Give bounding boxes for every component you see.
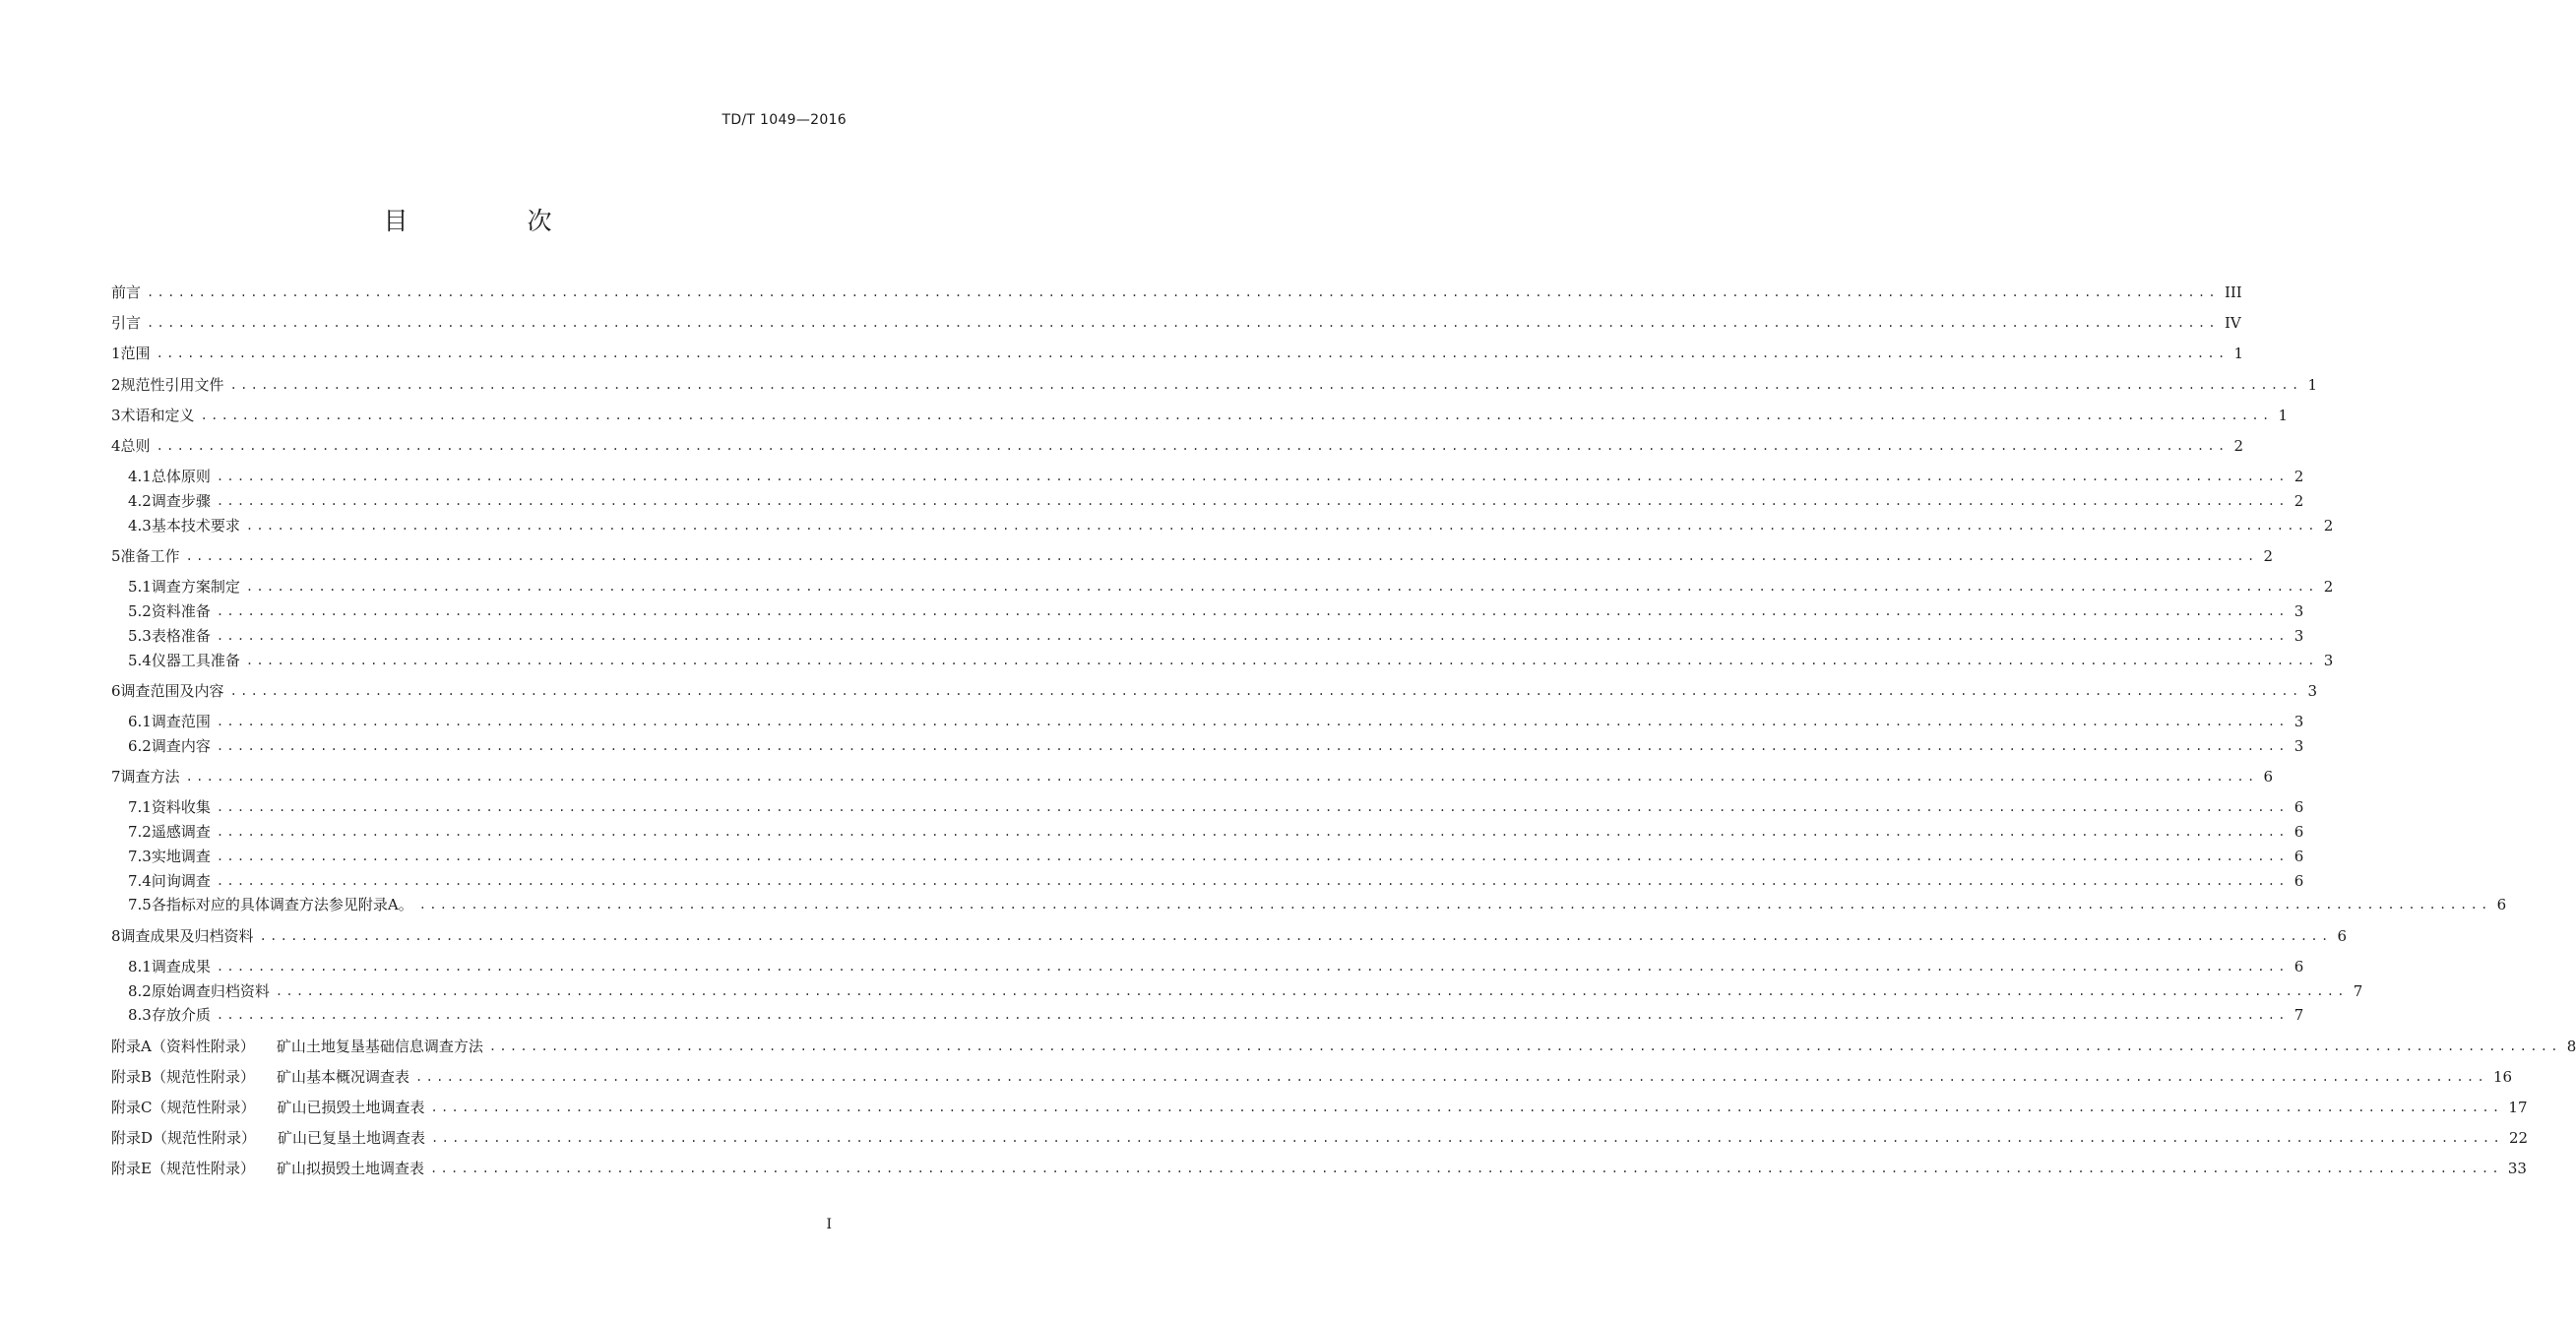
- toc-page-number: 2: [2293, 468, 2304, 486]
- toc-entry-title: 问询调查: [151, 871, 211, 890]
- toc-entry-title: 仪器工具准备: [151, 651, 240, 669]
- toc-entry[interactable]: [111, 680, 2318, 702]
- toc-page-number: 2: [2263, 547, 2274, 565]
- toc-page-number: 3: [2293, 602, 2304, 620]
- toc-entry[interactable]: [111, 490, 2304, 512]
- toc-dot-leader: ........................................................................................................................................................................................................: [185, 770, 2258, 784]
- toc-dot-leader: ........................................................................................................................................................................................................: [431, 1131, 2503, 1146]
- toc-entry[interactable]: [111, 466, 2304, 487]
- standard-code: TD/T 1049—2016: [722, 112, 847, 128]
- toc-dot-leader: ........................................................................................................................................................................................................: [418, 898, 2491, 913]
- toc-entry[interactable]: [111, 312, 2241, 334]
- toc-entry[interactable]: [111, 1036, 2576, 1057]
- toc-page-number: 6: [2293, 823, 2304, 841]
- toc-entry[interactable]: [111, 625, 2304, 647]
- toc-entry-title: 总体原则: [151, 468, 211, 486]
- toc-entry[interactable]: [111, 515, 2334, 536]
- toc-page-number: 2: [2233, 437, 2244, 455]
- toc-entry-number: 4.2: [128, 492, 152, 510]
- toc-page-number: 3: [2323, 651, 2334, 669]
- toc-page-number: 1: [2233, 345, 2244, 363]
- toc-entry-title: 调查步骤: [151, 492, 211, 510]
- toc-page-number: 17: [2508, 1099, 2528, 1116]
- toc-dot-leader: ........................................................................................................................................................................................................: [216, 494, 2289, 508]
- toc-dot-leader: ........................................................................................................................................................................................................: [216, 825, 2289, 839]
- toc-dot-leader: ........................................................................................................................................................................................................: [185, 549, 2258, 563]
- toc-entry-title: 调查范围及内容: [120, 681, 224, 700]
- toc-page-number: 6: [2293, 798, 2304, 817]
- toc-entry-title: 矿山已复垦土地调查表: [278, 1129, 426, 1148]
- toc-entry[interactable]: [111, 405, 2289, 426]
- toc-entry[interactable]: [111, 846, 2304, 867]
- toc-appendix-label: 附录B（规范性附录）: [111, 1067, 256, 1086]
- toc-entry-number: 3: [111, 406, 121, 424]
- toc-entry[interactable]: [111, 576, 2334, 598]
- toc-entry[interactable]: [111, 1004, 2304, 1026]
- toc-page-number: 3: [2293, 736, 2304, 755]
- toc-entry-title: 原始调查归档资料: [151, 981, 270, 1000]
- toc-entry-number: 5: [111, 547, 121, 565]
- toc-entry-number: 1: [111, 345, 121, 363]
- toc-entry-number: 5.2: [128, 602, 152, 620]
- toc-entry-title: 范围: [120, 345, 151, 363]
- toc-entry-title: 矿山已损毁土地调查表: [277, 1099, 425, 1116]
- toc-title: 目 次: [383, 207, 599, 235]
- toc-entry[interactable]: [111, 1158, 2527, 1179]
- toc-page-number: 7: [2293, 1006, 2304, 1025]
- toc-page-number: 8: [2566, 1037, 2576, 1055]
- toc-entry-title: 引言: [111, 314, 142, 333]
- toc-dot-leader: ........................................................................................................................................................................................................: [275, 983, 2348, 998]
- toc-entry-number: 5.3: [128, 626, 152, 645]
- toc-entry-number: 6: [111, 681, 121, 700]
- toc-entry-title: 资料收集: [151, 798, 211, 817]
- toc-page-number: III: [2224, 283, 2242, 301]
- toc-page-number: 2: [2323, 578, 2334, 597]
- toc-entry-title: 实地调查: [151, 847, 211, 865]
- toc-dot-leader: ........................................................................................................................................................................................................: [147, 285, 2219, 299]
- toc-entry[interactable]: [111, 343, 2244, 364]
- toc-dot-leader: ........................................................................................................................................................................................................: [216, 628, 2289, 643]
- toc-entry-title: 各指标对应的具体调查方法参见附录A。: [151, 896, 413, 914]
- toc-appendix-label: 附录C（规范性附录）: [111, 1099, 256, 1116]
- toc-entry-title: 矿山土地复垦基础信息调查方法: [276, 1037, 483, 1055]
- toc-entry[interactable]: [111, 1097, 2528, 1118]
- toc-page-number: 22: [2508, 1129, 2529, 1148]
- toc-entry-title: 调查成果及归档资料: [120, 926, 254, 945]
- toc-entry[interactable]: [111, 650, 2334, 671]
- toc-entry-title: 资料准备: [151, 602, 211, 620]
- toc-dot-leader: ........................................................................................................................................................................................................: [488, 1039, 2561, 1053]
- toc-entry[interactable]: [111, 796, 2304, 818]
- toc-dot-leader: ........................................................................................................................................................................................................: [429, 1162, 2502, 1176]
- toc-dot-leader: ........................................................................................................................................................................................................: [216, 604, 2289, 618]
- toc-dot-leader: ........................................................................................................................................................................................................: [229, 377, 2302, 392]
- toc-dot-leader: ........................................................................................................................................................................................................: [216, 1008, 2289, 1023]
- toc-dot-leader: ........................................................................................................................................................................................................: [245, 653, 2318, 667]
- toc-entry[interactable]: [111, 435, 2244, 457]
- toc-dot-leader: ........................................................................................................................................................................................................: [259, 928, 2332, 943]
- toc-dot-leader: ........................................................................................................................................................................................................: [216, 470, 2289, 484]
- toc-page-number: 3: [2293, 713, 2304, 730]
- toc-entry-number: 5.1: [128, 578, 152, 597]
- toc-dot-leader: ........................................................................................................................................................................................................: [430, 1101, 2503, 1114]
- toc-entry[interactable]: [111, 282, 2242, 303]
- toc-entry[interactable]: [111, 374, 2318, 396]
- toc-entry[interactable]: [111, 1066, 2513, 1088]
- toc-entry[interactable]: [111, 1127, 2529, 1149]
- toc-entry[interactable]: [111, 735, 2304, 757]
- toc-entry-title: 规范性引用文件: [120, 375, 224, 394]
- toc-entry-title: 调查范围: [151, 713, 211, 730]
- toc-entry-title: 基本技术要求: [151, 516, 240, 535]
- toc-entry-number: 7.3: [128, 847, 152, 865]
- page-number: I: [826, 1217, 832, 1232]
- toc-page-number: 33: [2507, 1160, 2527, 1178]
- toc-entry-title: 调查方案制定: [151, 578, 240, 597]
- toc-entry-number: 6.2: [128, 736, 152, 755]
- toc-entry-number: 7.5: [128, 896, 152, 914]
- toc-page-number: 6: [2293, 957, 2304, 976]
- toc-entry-number: 8.2: [128, 981, 152, 1000]
- toc-page-number: IV: [2224, 314, 2241, 333]
- toc-dot-leader: ........................................................................................................................................................................................................: [245, 518, 2318, 533]
- toc-entry-title: 前言: [111, 283, 142, 301]
- toc-entry[interactable]: [111, 711, 2304, 732]
- toc-page-number: 3: [2307, 681, 2318, 700]
- toc-page-number: 6: [2263, 768, 2274, 786]
- toc-dot-leader: ........................................................................................................................................................................................................: [216, 873, 2289, 888]
- toc-page-number: 6: [2293, 847, 2304, 865]
- toc-entry[interactable]: [111, 870, 2304, 892]
- toc-entry-number: 2: [111, 375, 121, 394]
- toc-page-number: 6: [2496, 896, 2507, 914]
- toc-entry-title: 矿山拟损毁土地调查表: [276, 1160, 424, 1178]
- toc-entry-title: 存放介质: [151, 1006, 211, 1025]
- toc-entry-number: 4.1: [128, 468, 152, 486]
- toc-dot-leader: ........................................................................................................................................................................................................: [156, 346, 2229, 361]
- toc-dot-leader: ........................................................................................................................................................................................................: [229, 683, 2302, 698]
- toc-dot-leader: ........................................................................................................................................................................................................: [156, 439, 2229, 453]
- toc-entry-number: 7.1: [128, 798, 152, 817]
- toc-page-number: 7: [2353, 981, 2363, 1000]
- toc-entry[interactable]: [111, 956, 2304, 977]
- toc-entry-number: 4: [111, 437, 121, 455]
- toc-dot-leader: ........................................................................................................................................................................................................: [216, 959, 2289, 974]
- toc-entry-number: 8.3: [128, 1006, 152, 1025]
- toc-entry-title: 表格准备: [151, 626, 211, 645]
- toc-entry[interactable]: [111, 894, 2507, 915]
- toc-entry-number: 4.3: [128, 516, 152, 535]
- toc-page-number: 1: [2307, 375, 2318, 394]
- toc-page-number: 6: [2337, 926, 2348, 945]
- toc-appendix-label: 附录E（规范性附录）: [111, 1160, 255, 1178]
- toc-entry-number: 8: [111, 926, 121, 945]
- toc-dot-leader: ........................................................................................................................................................................................................: [216, 738, 2289, 753]
- toc-entry[interactable]: [111, 821, 2304, 843]
- toc-entry-number: 8.1: [128, 957, 152, 976]
- toc-page-number: 16: [2492, 1067, 2513, 1086]
- toc-entry[interactable]: [111, 545, 2274, 567]
- toc-entry-title: 准备工作: [120, 547, 180, 565]
- toc-dot-leader: ........................................................................................................................................................................................................: [200, 408, 2273, 422]
- toc-page-number: 2: [2323, 516, 2334, 535]
- toc-entry-number: 7: [111, 768, 121, 786]
- toc-entry[interactable]: [111, 925, 2348, 947]
- toc-dot-leader: ........................................................................................................................................................................................................: [216, 800, 2289, 815]
- toc-dot-leader: ........................................................................................................................................................................................................: [415, 1069, 2487, 1084]
- toc-entry-title: 矿山基本概况调查表: [277, 1067, 410, 1086]
- toc-page-number: 2: [2293, 492, 2304, 510]
- toc-dot-leader: ........................................................................................................................................................................................................: [147, 316, 2219, 331]
- toc-page-number: 3: [2293, 626, 2304, 645]
- toc-entry-title: 术语和定义: [120, 406, 195, 424]
- toc-entry[interactable]: [111, 600, 2304, 622]
- toc-entry-number: 7.2: [128, 823, 152, 841]
- toc-entry-number: 7.4: [128, 871, 152, 890]
- toc-dot-leader: ........................................................................................................................................................................................................: [245, 580, 2318, 595]
- toc-dot-leader: ........................................................................................................................................................................................................: [216, 715, 2289, 728]
- toc-entry-number: 5.4: [128, 651, 152, 669]
- toc-entry-title: 调查成果: [151, 957, 211, 976]
- toc-appendix-label: 附录A（资料性附录）: [111, 1037, 255, 1055]
- toc-page-number: 1: [2278, 406, 2289, 424]
- toc-entry-title: 总则: [120, 437, 151, 455]
- toc-entry-title: 调查内容: [151, 736, 211, 755]
- toc-entry-title: 遥感调查: [151, 823, 211, 841]
- toc-entry[interactable]: [111, 766, 2274, 787]
- toc-dot-leader: ........................................................................................................................................................................................................: [216, 849, 2289, 863]
- toc-entry-title: 调查方法: [120, 768, 180, 786]
- toc-appendix-label: 附录D（规范性附录）: [111, 1129, 257, 1148]
- toc-entry-number: 6.1: [128, 713, 152, 730]
- toc-entry[interactable]: [111, 980, 2363, 1002]
- toc-page-number: 6: [2293, 871, 2304, 890]
